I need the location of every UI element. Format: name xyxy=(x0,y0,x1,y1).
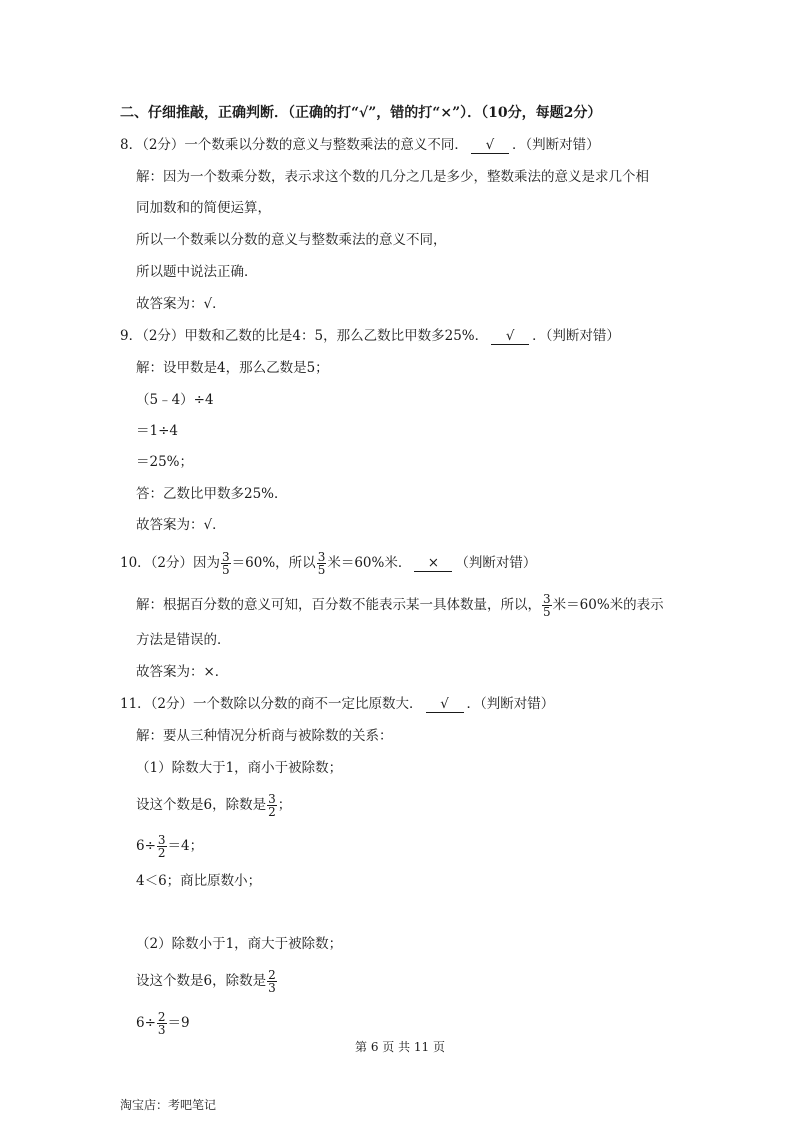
q8-solution-line: 同加数和的简便运算， xyxy=(136,200,271,216)
q11-stem-suffix: ．（判断对错） xyxy=(466,696,555,712)
q8-stem-suffix: ．（判断对错） xyxy=(511,137,600,153)
question-11-stem xyxy=(120,694,554,714)
q11-compare-1: 4＜6；商比原数小； xyxy=(136,873,262,889)
q9-solution-line: （5﹣4）÷4 xyxy=(136,392,214,408)
page-number: 第 6 页 共 11 页 xyxy=(355,1040,445,1054)
question-9-stem xyxy=(120,326,620,346)
q9-stem-text: 9．（2分）甲数和乙数的比是4：5，那么乙数比甲数多25%． xyxy=(120,328,489,344)
q11-fraction: $\frac{3}{2}$ xyxy=(268,792,276,819)
q11-solution-line: 设这个数是6，除数是 $\frac{3}{2}$ ； xyxy=(136,792,292,819)
q9-solution-line: 答：乙数比甲数多25%． xyxy=(136,486,288,502)
q9-solution-line: ＝25%； xyxy=(136,454,194,470)
q8-solution-line: 解：因为一个数乘分数，表示求这个数的几分之几是多少，整数乘法的意义是求几个相 xyxy=(136,169,649,185)
q10-solution-line: 方法是错误的． xyxy=(136,632,231,648)
q10-stem-text: 10．（2分）因为 xyxy=(120,555,221,571)
q10-final-answer: 故答案为：×． xyxy=(136,664,229,680)
q8-final-answer: 故答案为：√． xyxy=(136,296,226,312)
q11-fraction: $\frac{2}{3}$ xyxy=(157,1010,166,1037)
q11-solution-line: 设这个数是6，除数是 $\frac{2}{3}$ xyxy=(136,968,276,995)
section-title: 二、仔细推敲，正确判断．（正确的打“√”，错的打“×”）．（10分，每题2分） xyxy=(120,105,602,121)
q8-answer-blank: √ xyxy=(471,137,509,154)
q11-solution-line: 解：要从三种情况分析商与被除数的关系： xyxy=(136,728,393,744)
shop-watermark: 淘宝店：考吧笔记 xyxy=(120,1098,217,1112)
question-10-stem xyxy=(120,551,536,576)
q9-solution-line: ＝1÷4 xyxy=(136,423,178,439)
q10-fraction: $\frac{3}{5}$ xyxy=(222,550,230,577)
q10-fraction: $\frac{3}{5}$ xyxy=(543,592,551,619)
q11-case-2: （2）除数小于1，商大于被除数； xyxy=(136,936,343,952)
q9-answer-blank: √ xyxy=(491,328,529,345)
q9-final-answer: 故答案为：√． xyxy=(136,517,226,533)
q10-stem-text: 米＝60%米． xyxy=(327,555,412,571)
q10-answer-blank: × xyxy=(414,555,452,572)
q11-calc-2: 6÷ $\frac{2}{3}$ ＝9 xyxy=(136,1010,190,1037)
q11-fraction: $\frac{3}{2}$ xyxy=(157,833,166,860)
q10-fraction: $\frac{3}{5}$ xyxy=(317,550,326,577)
q8-solution-line: 所以一个数乘以分数的意义与整数乘法的意义不同， xyxy=(136,232,447,248)
q11-stem-text: 11．（2分）一个数除以分数的商不一定比原数大． xyxy=(120,696,423,712)
q11-fraction: $\frac{2}{3}$ xyxy=(268,968,276,995)
q11-case-1: （1）除数大于1，商小于被除数； xyxy=(136,760,343,776)
q9-solution-line: 解：设甲数是4，那么乙数是5； xyxy=(136,360,329,376)
q8-solution-line: 所以题中说法正确． xyxy=(136,264,258,280)
q9-stem-suffix: ．（判断对错） xyxy=(532,328,620,344)
q10-solution-line: 解：根据百分数的意义可知，百分数不能表示某一具体数量，所以， $\frac{3}{5}$ 米＝60%米的表示 xyxy=(136,592,664,619)
question-8-stem xyxy=(120,135,600,155)
q8-stem-text: 8．（2分）一个数乘以分数的意义与整数乘法的意义不同． xyxy=(120,137,468,153)
q10-stem-text: ＝60%，所以 xyxy=(231,555,316,571)
q10-stem-suffix: （判断对错） xyxy=(455,555,537,571)
q11-answer-blank: √ xyxy=(426,696,464,713)
q11-calc-1: 6÷ $\frac{3}{2}$ ＝4； xyxy=(136,833,204,860)
